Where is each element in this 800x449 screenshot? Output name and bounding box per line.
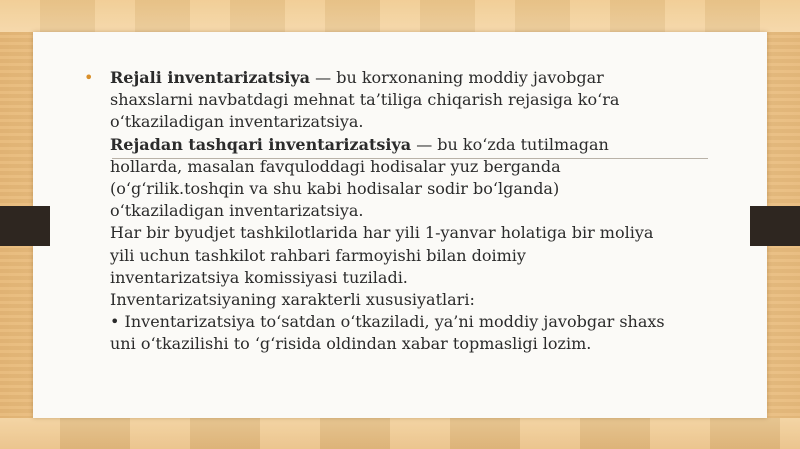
para1-line1 (110, 67, 714, 89)
slide-body-text (84, 67, 714, 356)
para4-line1: Inventarizatsiyaning xarakterli xususiyatlari: (110, 290, 475, 310)
para2-line4: o‘tkaziladigan inventarizatsiya. (110, 201, 364, 221)
wood-background-top (0, 0, 800, 32)
para4-line3: uni o‘tkazilishi to ‘g‘risida oldindan xabar topmasligi lozim. (110, 334, 592, 354)
para1-line3: o‘tkaziladigan inventarizatsiya. (110, 112, 364, 132)
para1-line2: shaxslarni navbatdagi mehnat ta’tiliga chiqarish rejasiga ko‘ra (110, 90, 620, 110)
wood-background-bottom (0, 418, 800, 449)
right-dark-tab (750, 206, 800, 246)
para2-line1-rest: — bu ko‘zda tutilmagan (411, 134, 609, 154)
para2-line3: (o‘g‘rilik.toshqin va shu kabi hodisalar sodir bo‘lganda) (110, 179, 560, 199)
bullet-content (110, 67, 714, 356)
term-rejadan-tashqari: Rejadan tashqari inventarizatsiya (110, 134, 412, 154)
term-rejali: Rejali inventarizatsiya (110, 68, 311, 87)
bullet-icon: • (84, 68, 94, 87)
para3-line2: yili uchun tashkilot rahbari farmoyishi bilan doimiy (110, 245, 526, 265)
para1-line1-rest: — bu korxonaning moddiy javobgar (310, 68, 604, 87)
para4-line2: • Inventarizatsiya to‘satdan o‘tkaziladi, ya’ni moddiy javobgar shaxs (110, 312, 665, 332)
para3-line1: Har bir byudjet tashkilotlarida har yili 1-yanvar holatiga bir moliya (110, 223, 654, 243)
para2-line2: hollarda, masalan favquloddagi hodisalar yuz berganda (110, 156, 561, 176)
para3-line3: inventarizatsiya komissiyasi tuziladi. (110, 267, 408, 287)
left-dark-tab (0, 206, 50, 246)
para2-line1 (110, 134, 714, 156)
